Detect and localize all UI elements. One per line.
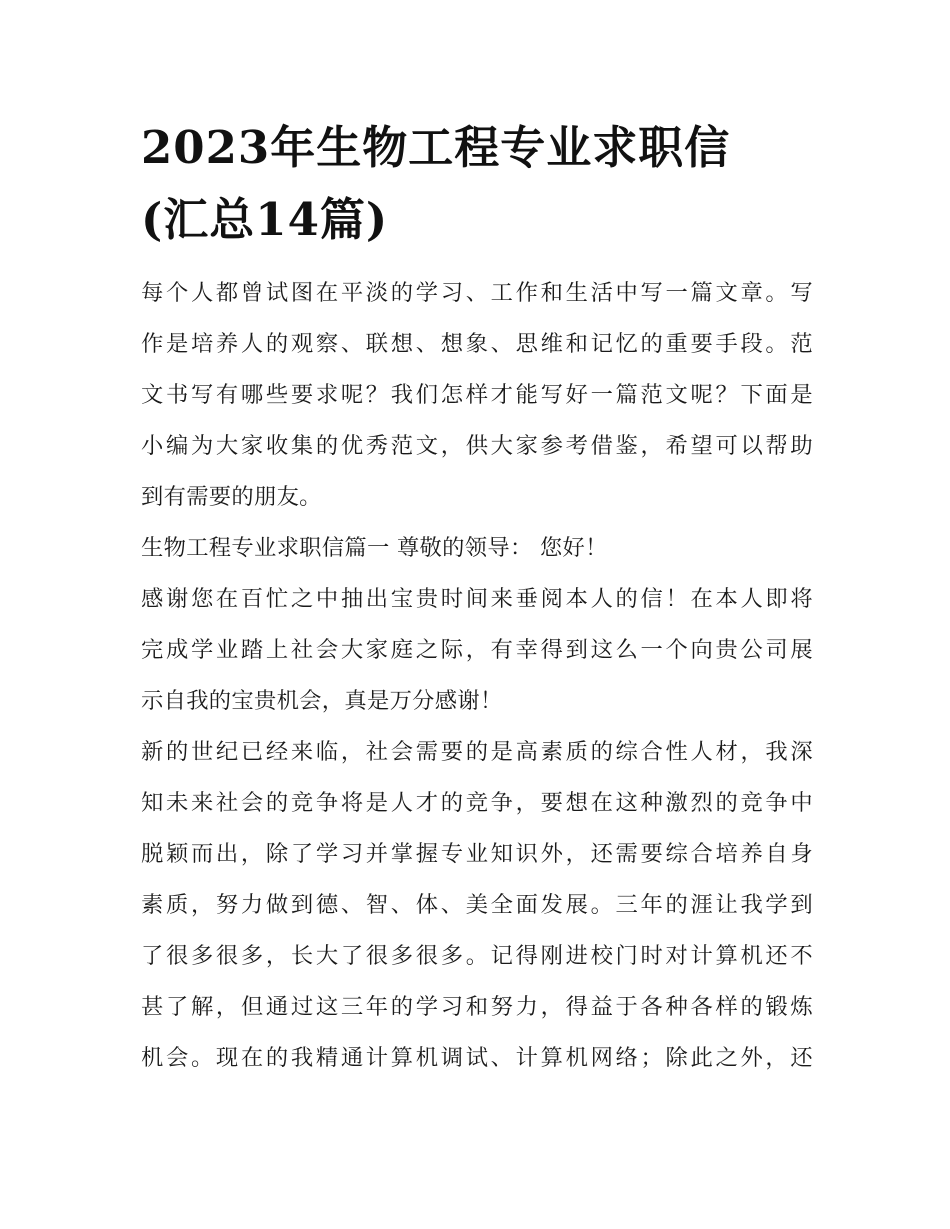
text-line: 知未来社会的竞争将是人才的竞争，要想在这种激烈的竞争中	[141, 790, 813, 816]
text-line: 示自我的宝贵机会，真是万分感谢！	[141, 688, 503, 714]
text-line: 甚了解，但通过这三年的学习和努力，得益于各种各样的锻炼	[141, 994, 813, 1020]
text-line: 完成学业踏上社会大家庭之际，有幸得到这么一个向贵公司展	[141, 637, 813, 663]
text-line: 到有需要的朋友。	[141, 484, 322, 510]
text-line: 作是培养人的观察、联想、想象、思维和记忆的重要手段。范	[141, 331, 813, 357]
document-body	[141, 268, 813, 1084]
text-line: 生物工程专业求职信篇一 尊敬的领导： 您好！	[141, 535, 608, 561]
document-title	[141, 112, 813, 256]
paragraph-salutation	[141, 523, 813, 574]
paragraph-thanks	[141, 574, 813, 727]
text-line: 素质，努力做到德、智、体、美全面发展。三年的涯让我学到	[141, 892, 813, 918]
document-content	[141, 112, 813, 1084]
text-line: 脱颖而出，除了学习并掌握专业知识外，还需要综合培养自身	[141, 841, 813, 867]
text-line: 机会。现在的我精通计算机调试、计算机网络；除此之外，还	[141, 1045, 813, 1071]
text-line: 感谢您在百忙之中抽出宝贵时间来垂阅本人的信！在本人即将	[141, 586, 813, 612]
text-line: 新的世纪已经来临，社会需要的是高素质的综合性人材，我深	[141, 739, 813, 765]
title-line-1: 2023年生物工程专业求职信	[141, 121, 731, 174]
text-line: 小编为大家收集的优秀范文，供大家参考借鉴，希望可以帮助	[141, 433, 813, 459]
title-line-2: (汇总14篇)	[141, 193, 389, 246]
paragraph-body	[141, 727, 813, 1084]
text-line: 每个人都曾试图在平淡的学习、工作和生活中写一篇文章。写	[141, 280, 813, 306]
text-line: 文书写有哪些要求呢？我们怎样才能写好一篇范文呢？下面是	[141, 382, 813, 408]
paragraph-intro	[141, 268, 813, 523]
text-line: 了很多很多，长大了很多很多。记得刚进校门时对计算机还不	[141, 943, 813, 969]
